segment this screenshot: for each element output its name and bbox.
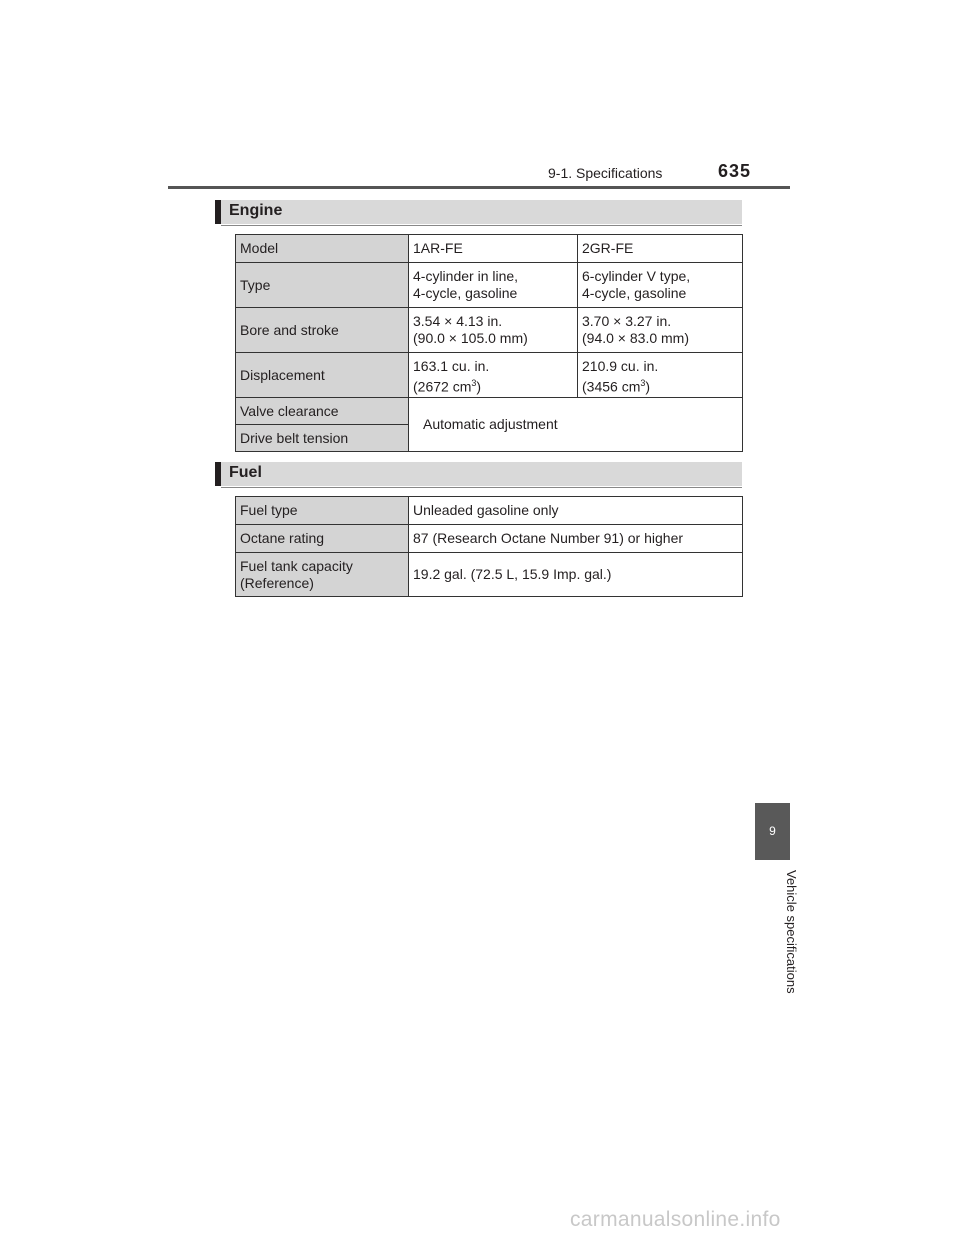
type-1ar-line2: 4-cycle, gasoline (413, 285, 518, 301)
model-label: Model (236, 235, 409, 263)
section-header: 9-1. Specifications (548, 165, 663, 181)
tank-capacity-label (236, 553, 409, 597)
watermark: carmanualsonline.info (570, 1208, 781, 1231)
table-row (236, 353, 743, 398)
table-row (236, 553, 743, 597)
displacement-1ar-line2: (2672 $cm^3$) (413, 378, 482, 395)
tank-label-line1: Fuel tank capacity (240, 557, 353, 574)
displacement-2gr (578, 353, 743, 398)
bore-2gr-line1: 3.70 × 3.27 in. (582, 313, 672, 329)
bore-label: Bore and stroke (236, 308, 409, 353)
octane-value: 87 (Research Octane Number 91) or higher (409, 525, 743, 553)
header-rule (168, 186, 790, 189)
table-row (236, 525, 743, 553)
fuel-title-text: Fuel (229, 464, 262, 481)
model-2gr: 2GR-FE (578, 235, 743, 263)
chapter-tab[interactable] (755, 803, 790, 860)
bore-1ar-line2: (90.0 × 105.0 mm) (413, 330, 528, 346)
fuel-spec-table (235, 496, 743, 597)
displacement-label: Displacement (236, 353, 409, 398)
fuel-type-value: Unleaded gasoline only (409, 497, 743, 525)
engine-section-title (215, 200, 742, 224)
chapter-number: 9 (769, 824, 776, 838)
chapter-label: Vehicle specifications (784, 870, 799, 994)
type-2gr-line2: 4-cycle, gasoline (582, 285, 687, 301)
table-row (236, 497, 743, 525)
type-1ar (409, 263, 578, 308)
displacement-2gr-line1: 210.9 cu. in. (582, 358, 659, 374)
octane-label: Octane rating (236, 525, 409, 553)
displacement-2gr-line2: (3456 $cm^3$) (582, 378, 651, 395)
bore-2gr (578, 308, 743, 353)
type-2gr-line1: 6-cylinder V type, (582, 268, 691, 284)
engine-title-text: Engine (229, 202, 283, 219)
page-number: 635 (718, 161, 752, 181)
fuel-section-title (215, 462, 742, 486)
displacement-1ar-line1: 163.1 cu. in. (413, 358, 490, 374)
fuel-type-label: Fuel type (236, 497, 409, 525)
type-2gr (578, 263, 743, 308)
bore-1ar-line1: 3.54 × 4.13 in. (413, 313, 503, 329)
drive-belt-label: Drive belt tension (236, 425, 409, 452)
type-1ar-line1: 4-cylinder in line, (413, 268, 519, 284)
table-row (236, 308, 743, 353)
displacement-1ar (409, 353, 578, 398)
bore-1ar (409, 308, 578, 353)
table-row (236, 235, 743, 263)
model-1ar: 1AR-FE (409, 235, 578, 263)
type-label: Type (236, 263, 409, 308)
table-row (236, 263, 743, 308)
valve-clearance-label: Valve clearance (236, 398, 409, 425)
bore-2gr-line2: (94.0 × 83.0 mm) (582, 330, 689, 346)
automatic-adjustment-value: Automatic adjustment (409, 398, 743, 452)
table-row (236, 398, 743, 425)
tank-capacity-value: 19.2 gal. (72.5 L, 15.9 Imp. gal.) (409, 553, 743, 597)
engine-spec-table (235, 234, 743, 452)
tank-label-line2: (Reference) (240, 574, 314, 591)
